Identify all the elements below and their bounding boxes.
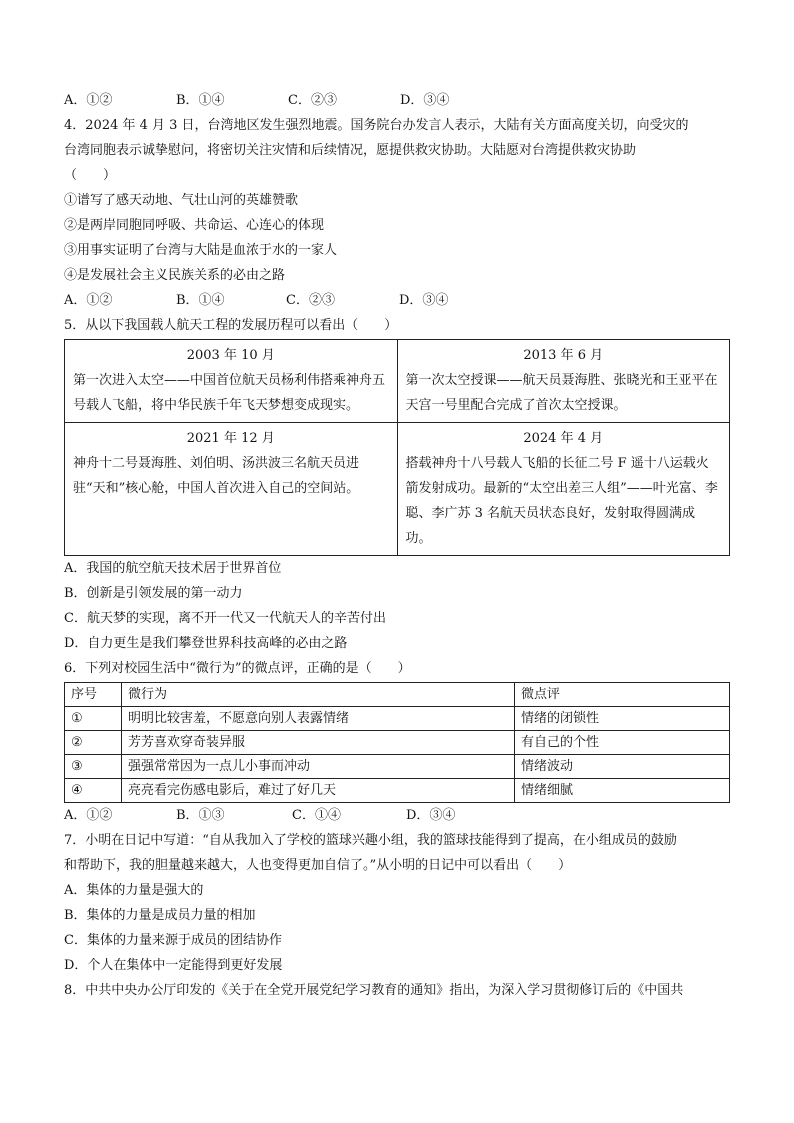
row-number: ③ xyxy=(65,755,122,779)
q4-answer-blank: （ ） xyxy=(64,168,117,183)
q5-option-d[interactable]: D．自力更生是我们攀登世界科技高峰的必由之路 xyxy=(64,636,348,651)
q5-cell-2013 xyxy=(397,340,730,423)
q4-option-a[interactable]: A．①② xyxy=(64,293,113,308)
q5-cell-text: 第一次太空授课——航天员聂海胜、张晓光和王亚平在天宫一号里配合完成了首次太空授课。 xyxy=(405,373,718,413)
table-row xyxy=(65,731,730,755)
q4-option-c[interactable]: C．②③ xyxy=(286,293,335,308)
row-number: ④ xyxy=(65,779,122,803)
q5-cell-date: 2021 年 12 月 xyxy=(186,431,275,446)
table-header-row xyxy=(65,683,730,707)
q5-cell-2024 xyxy=(397,423,730,556)
q7-option-b[interactable]: B．集体的力量是成员力量的相加 xyxy=(64,908,256,923)
row-number: ② xyxy=(65,731,122,755)
row-behavior: 明明比较害羞，不愿意向别人表露情绪 xyxy=(122,707,515,731)
q7-option-a[interactable]: A．集体的力量是强大的 xyxy=(64,883,204,898)
q4-item-3: ③用事实证明了台湾与大陆是血浓于水的一家人 xyxy=(64,243,338,258)
row-behavior: 芳芳喜欢穿奇装异服 xyxy=(122,731,515,755)
q7-stem-line-1: 7．小明在日记中写道：“自从我加入了学校的篮球兴趣小组，我的篮球技能得到了提高，在小组成员的鼓励 xyxy=(64,833,677,848)
q5-cell-date: 2003 年 10 月 xyxy=(186,348,275,363)
row-comment: 情绪的闭锁性 xyxy=(515,707,730,731)
q4-item-4: ④是发展社会主义民族关系的必由之路 xyxy=(64,268,286,283)
q6-option-b[interactable]: B．①③ xyxy=(176,808,225,823)
header-cell: 微行为 xyxy=(122,683,515,707)
q6-stem: 6．下列对校园生活中“微行为”的微点评，正确的是（ ） xyxy=(64,661,411,676)
row-behavior: 亮亮看完伤感电影后，难过了好几天 xyxy=(122,779,515,803)
q7-option-c[interactable]: C．集体的力量来源于成员的团结协作 xyxy=(64,933,282,948)
table-row xyxy=(65,707,730,731)
q3-option-a[interactable]: A．①② xyxy=(64,93,113,108)
header-cell: 微点评 xyxy=(515,683,730,707)
q5-timeline-table xyxy=(64,339,730,556)
q5-cell-2021 xyxy=(65,423,398,556)
row-behavior: 强强常常因为一点儿小事而冲动 xyxy=(122,755,515,779)
row-comment: 情绪细腻 xyxy=(515,779,730,803)
q4-stem-line-1: 4．2024 年 4 月 3 日，台湾地区发生强烈地震。国务院台办发言人表示，大陆有关方面高度关切，向受灾的 xyxy=(64,118,689,133)
q3-option-d[interactable]: D．③④ xyxy=(400,93,450,108)
q5-cell-text: 第一次进入太空——中国首位航天员杨利伟搭乘神舟五号载人飞船，将中华民族千年飞天梦想变成现实。 xyxy=(73,373,386,413)
row-comment: 有自己的个性 xyxy=(515,731,730,755)
q5-cell-date: 2024 年 4 月 xyxy=(523,431,604,446)
q6-option-d[interactable]: D．③④ xyxy=(406,808,456,823)
q8-stem-line-1: 8．中共中央办公厅印发的《关于在全党开展党纪学习教育的通知》指出，为深入学习贯彻修订后的《中国共 xyxy=(64,983,684,998)
q4-stem-line-2: 台湾同胞表示诚挚慰问，将密切关注灾情和后续情况，愿提供救灾协助。大陆愿对台湾提供救灾协助 xyxy=(64,143,637,158)
q5-option-c[interactable]: C．航天梦的实现，离不开一代又一代航天人的辛苦付出 xyxy=(64,611,386,626)
q6-option-a[interactable]: A．①② xyxy=(64,808,113,823)
q4-options xyxy=(64,288,730,313)
q5-cell-text: 搭载神舟十八号载人飞船的长征二号 F 遥十八运载火箭发射成功。最新的“太空出差三人组”——叶光富、李聪、李广苏 3 名航天员状态良好，发射取得圆满成功。 xyxy=(405,456,718,546)
q6-table xyxy=(64,682,730,803)
exam-page xyxy=(64,88,730,1003)
q7-stem-line-2: 和帮助下，我的胆量越来越大，人也变得更加自信了。”从小明的日记中可以看出（ ） xyxy=(64,858,572,873)
q7-option-d[interactable]: D．个人在集体中一定能得到更好发展 xyxy=(64,958,283,973)
q3-options xyxy=(64,88,730,113)
q4-item-2: ②是两岸同胞同呼吸、共命运、心连心的体现 xyxy=(64,218,325,233)
table-row xyxy=(65,779,730,803)
q5-cell-date: 2013 年 6 月 xyxy=(523,348,604,363)
q3-option-b[interactable]: B．①④ xyxy=(176,93,225,108)
q5-cell-2003 xyxy=(65,340,398,423)
q4-option-b[interactable]: B．①④ xyxy=(176,293,225,308)
q5-cell-text: 神舟十二号聂海胜、刘伯明、汤洪波三名航天员进驻“天和”核心舱，中国人首次进入自己的空间站。 xyxy=(73,456,360,496)
q6-options xyxy=(64,803,730,828)
q5-option-b[interactable]: B．创新是引领发展的第一动力 xyxy=(64,586,243,601)
q5-stem: 5．从以下我国载人航天工程的发展历程可以看出（ ） xyxy=(64,318,398,333)
q4-item-1: ①谱写了感天动地、气壮山河的英雄赞歌 xyxy=(64,193,299,208)
row-number: ① xyxy=(65,707,122,731)
table-row xyxy=(65,755,730,779)
q5-option-a[interactable]: A．我国的航空航天技术居于世界首位 xyxy=(64,561,282,576)
q3-option-c[interactable]: C．②③ xyxy=(288,93,337,108)
row-comment: 情绪波动 xyxy=(515,755,730,779)
q4-option-d[interactable]: D．③④ xyxy=(399,293,449,308)
q6-option-c[interactable]: C．①④ xyxy=(292,808,341,823)
header-cell: 序号 xyxy=(65,683,122,707)
